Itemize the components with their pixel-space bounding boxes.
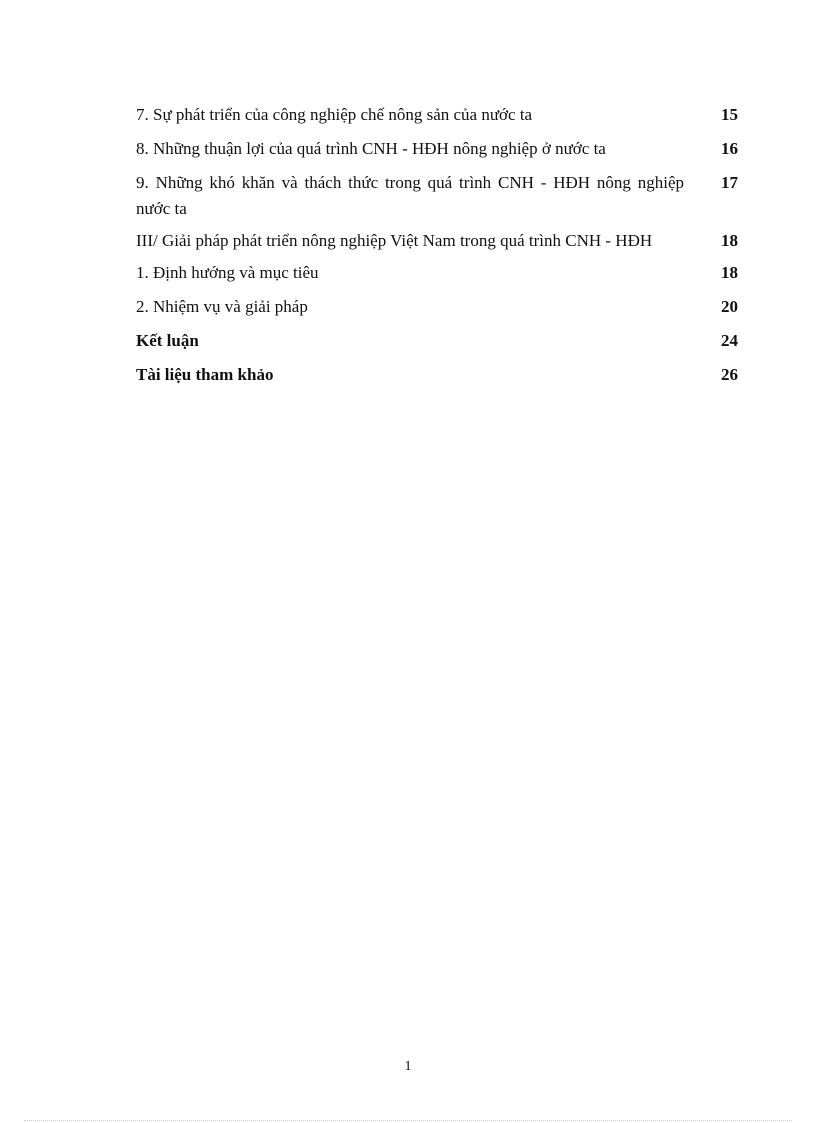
toc-entry-title: Kết luận <box>136 331 199 350</box>
toc-entry-title: Tài liệu tham khảo <box>136 365 274 384</box>
toc-entry-title: 1. Định hướng và mục tiêu <box>136 263 319 282</box>
toc-entry <box>136 260 740 286</box>
toc-entry <box>136 294 740 320</box>
toc-entry-title: 7. Sự phát triển của công nghiệp chế nông sản của nước ta <box>136 105 533 124</box>
toc-entry <box>136 102 740 128</box>
toc-entry-page: 26 <box>721 365 738 384</box>
toc-entry-page: 16 <box>721 139 738 158</box>
page-number: 1 <box>404 1059 412 1074</box>
toc-entry <box>136 170 740 222</box>
toc-entry-title: 9. Những khó khăn và thách thức trong quá trình CNH - HĐH nông nghiệp nước ta <box>136 173 684 218</box>
page-bottom-divider <box>24 1120 792 1121</box>
toc-entry <box>136 362 740 388</box>
toc-entry-page: 24 <box>721 331 738 350</box>
toc-entry <box>136 328 740 354</box>
toc-entry-page: 17 <box>721 173 738 192</box>
toc-entry <box>136 136 740 162</box>
toc-entry <box>136 228 740 254</box>
toc-entry-page: 18 <box>721 263 738 282</box>
toc-entry-page: 15 <box>721 105 738 124</box>
toc-entry-page: 20 <box>721 297 738 316</box>
toc-entry-title: 2. Nhiệm vụ và giải pháp <box>136 297 308 316</box>
toc-entry-title: III/ Giải pháp phát triển nông nghiệp Việt Nam trong quá trình CNH - HĐH <box>136 231 653 250</box>
toc-entry-page: 18 <box>721 231 738 250</box>
toc-entry-title: 8. Những thuận lợi của quá trình CNH - HĐH nông nghiệp ở nước ta <box>136 139 606 158</box>
table-of-contents <box>136 102 740 388</box>
